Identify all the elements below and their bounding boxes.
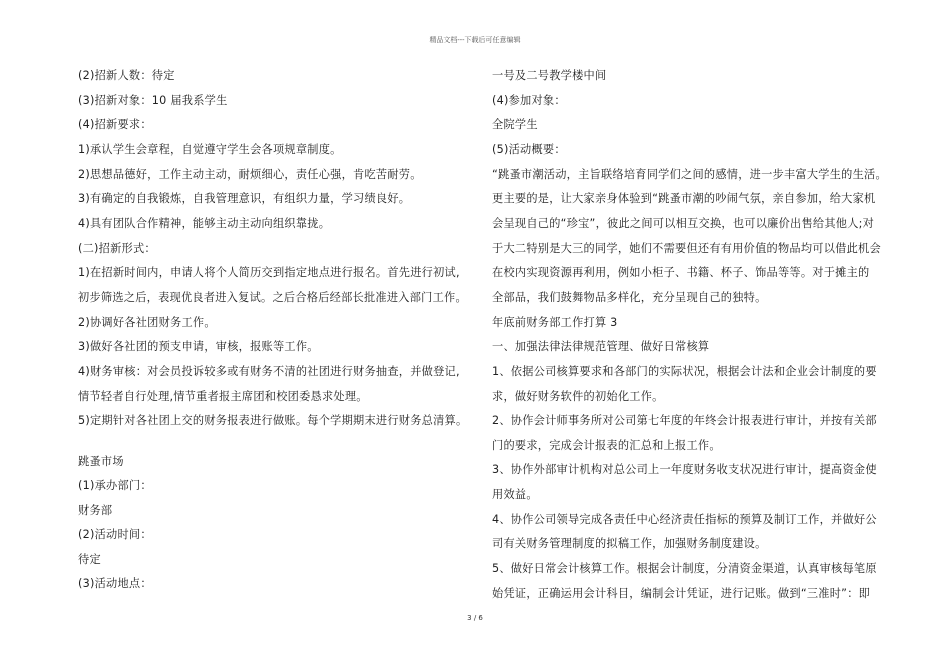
page-header: 精品文档---下载后可任意编辑	[429, 36, 521, 44]
section-heading: 跳蚤市场	[78, 455, 124, 468]
text-line: 4)财务审核：对会员投诉较多或有财务不清的社团进行财务抽查，并做登记,	[78, 365, 460, 378]
text-line: 门的要求，完成会计报表的汇总和上报工作。	[492, 439, 721, 452]
text-line: 在校内实现资源再利用，例如小柜子、书籍、杯子、饰品等等。对于摊主的	[492, 266, 870, 279]
text-line: 5、做好日常会计核算工作。根据会计制度，分清资金渠道，认真审核每笔原	[492, 562, 877, 575]
text-line: 初步筛选之后，表现优良者进入复试。之后合格后经部长批准进入部门工作。	[78, 291, 467, 304]
text-line: 3)做好各社团的预支申请，审核，报账等工作。	[78, 340, 319, 353]
text-line: (1)承办部门：	[78, 479, 152, 492]
text-line: 4、协作公司领导完成各责任中心经济责任指标的预算及制订工作，并做好公	[492, 513, 877, 526]
text-line: (3)活动地点：	[78, 577, 152, 590]
text-line: (3)招新对象：10 届我系学生	[78, 94, 228, 107]
text-line: 2)思想品德好，工作主动主动，耐烦细心，责任心强，肯吃苦耐劳。	[78, 168, 422, 181]
text-line: 会呈现自己的“珍宝”，彼此之间可以相互交换，也可以廉价出售给其他人;对	[492, 217, 875, 230]
text-line: 一、加强法律法律规范管理、做好日常核算	[492, 340, 710, 353]
text-line: 司有关财务管理制度的拟稿工作，加强财务制度建设。	[492, 537, 767, 550]
text-line: (2)活动时间：	[78, 528, 152, 541]
text-line: 3)有确定的自我锻炼，自我管理意识，有组织力量，学习绩良好。	[78, 192, 411, 205]
text-line: 用效益。	[492, 488, 538, 501]
section-heading: 年底前财务部工作打算 3	[492, 316, 618, 329]
text-line: (二)招新形式：	[78, 242, 156, 255]
text-line: 求，做好财务软件的初始化工作。	[492, 390, 664, 403]
text-line: 全院学生	[492, 118, 538, 131]
text-line: 2)协调好各社团财务工作。	[78, 316, 216, 329]
text-line: (4)参加对象：	[492, 94, 566, 107]
text-line: 于大二特别是大三的同学，她们不需要但还有有用价值的物品均可以借此机会	[492, 242, 881, 255]
text-line: 更主要的是，让大家亲身体验到“跳蚤市潮的吵闹气氛，亲自参加，给大家机	[492, 192, 876, 205]
text-line: 1、依据公司核算要求和各部门的实际状况，根据会计法和企业会计制度的要	[492, 365, 877, 378]
text-line: 始凭证，正确运用会计科目，编制会计凭证，进行记账。做到“三准时”：即	[492, 587, 871, 600]
text-line: 3、协作外部审计机构对总公司上一年度财务收支状况进行审计，提高资金使	[492, 463, 877, 476]
text-line: 1)在招新时间内，申请人将个人简历交到指定地点进行报名。首先进行初试,	[78, 266, 460, 279]
text-line: 情节轻者自行处理,情节重者报主席团和校团委恳求处理。	[78, 390, 368, 403]
text-line: 全部品，我们鼓舞物品多样化，充分呈现自己的独特。	[492, 291, 767, 304]
page-indicator: 3 / 6	[467, 614, 483, 622]
text-line: 5)定期针对各社团上交的财务报表进行做账。每个学期期末进行财务总清算。	[78, 414, 468, 427]
text-line: 2、协作会计师事务所对公司第七年度的年终会计报表进行审计，并按有关部	[492, 414, 877, 427]
text-line: 4)具有团队合作精神，能够主动主动向组织靠拢。	[78, 217, 331, 230]
text-line: 财务部	[78, 504, 113, 517]
text-line: (5)活动概要：	[492, 143, 566, 156]
text-line: 一号及二号教学楼中间	[492, 69, 607, 82]
text-line: (2)招新人数：待定	[78, 69, 175, 82]
text-line: 待定	[78, 553, 101, 566]
text-line: 1)承认学生会章程，自觉遵守学生会各项规章制度。	[78, 143, 342, 156]
text-line: (4)招新要求：	[78, 118, 152, 131]
text-line: “跳蚤市潮活动，主旨联络培育同学们之间的感情，进一步丰富大学生的生活。	[492, 168, 887, 181]
